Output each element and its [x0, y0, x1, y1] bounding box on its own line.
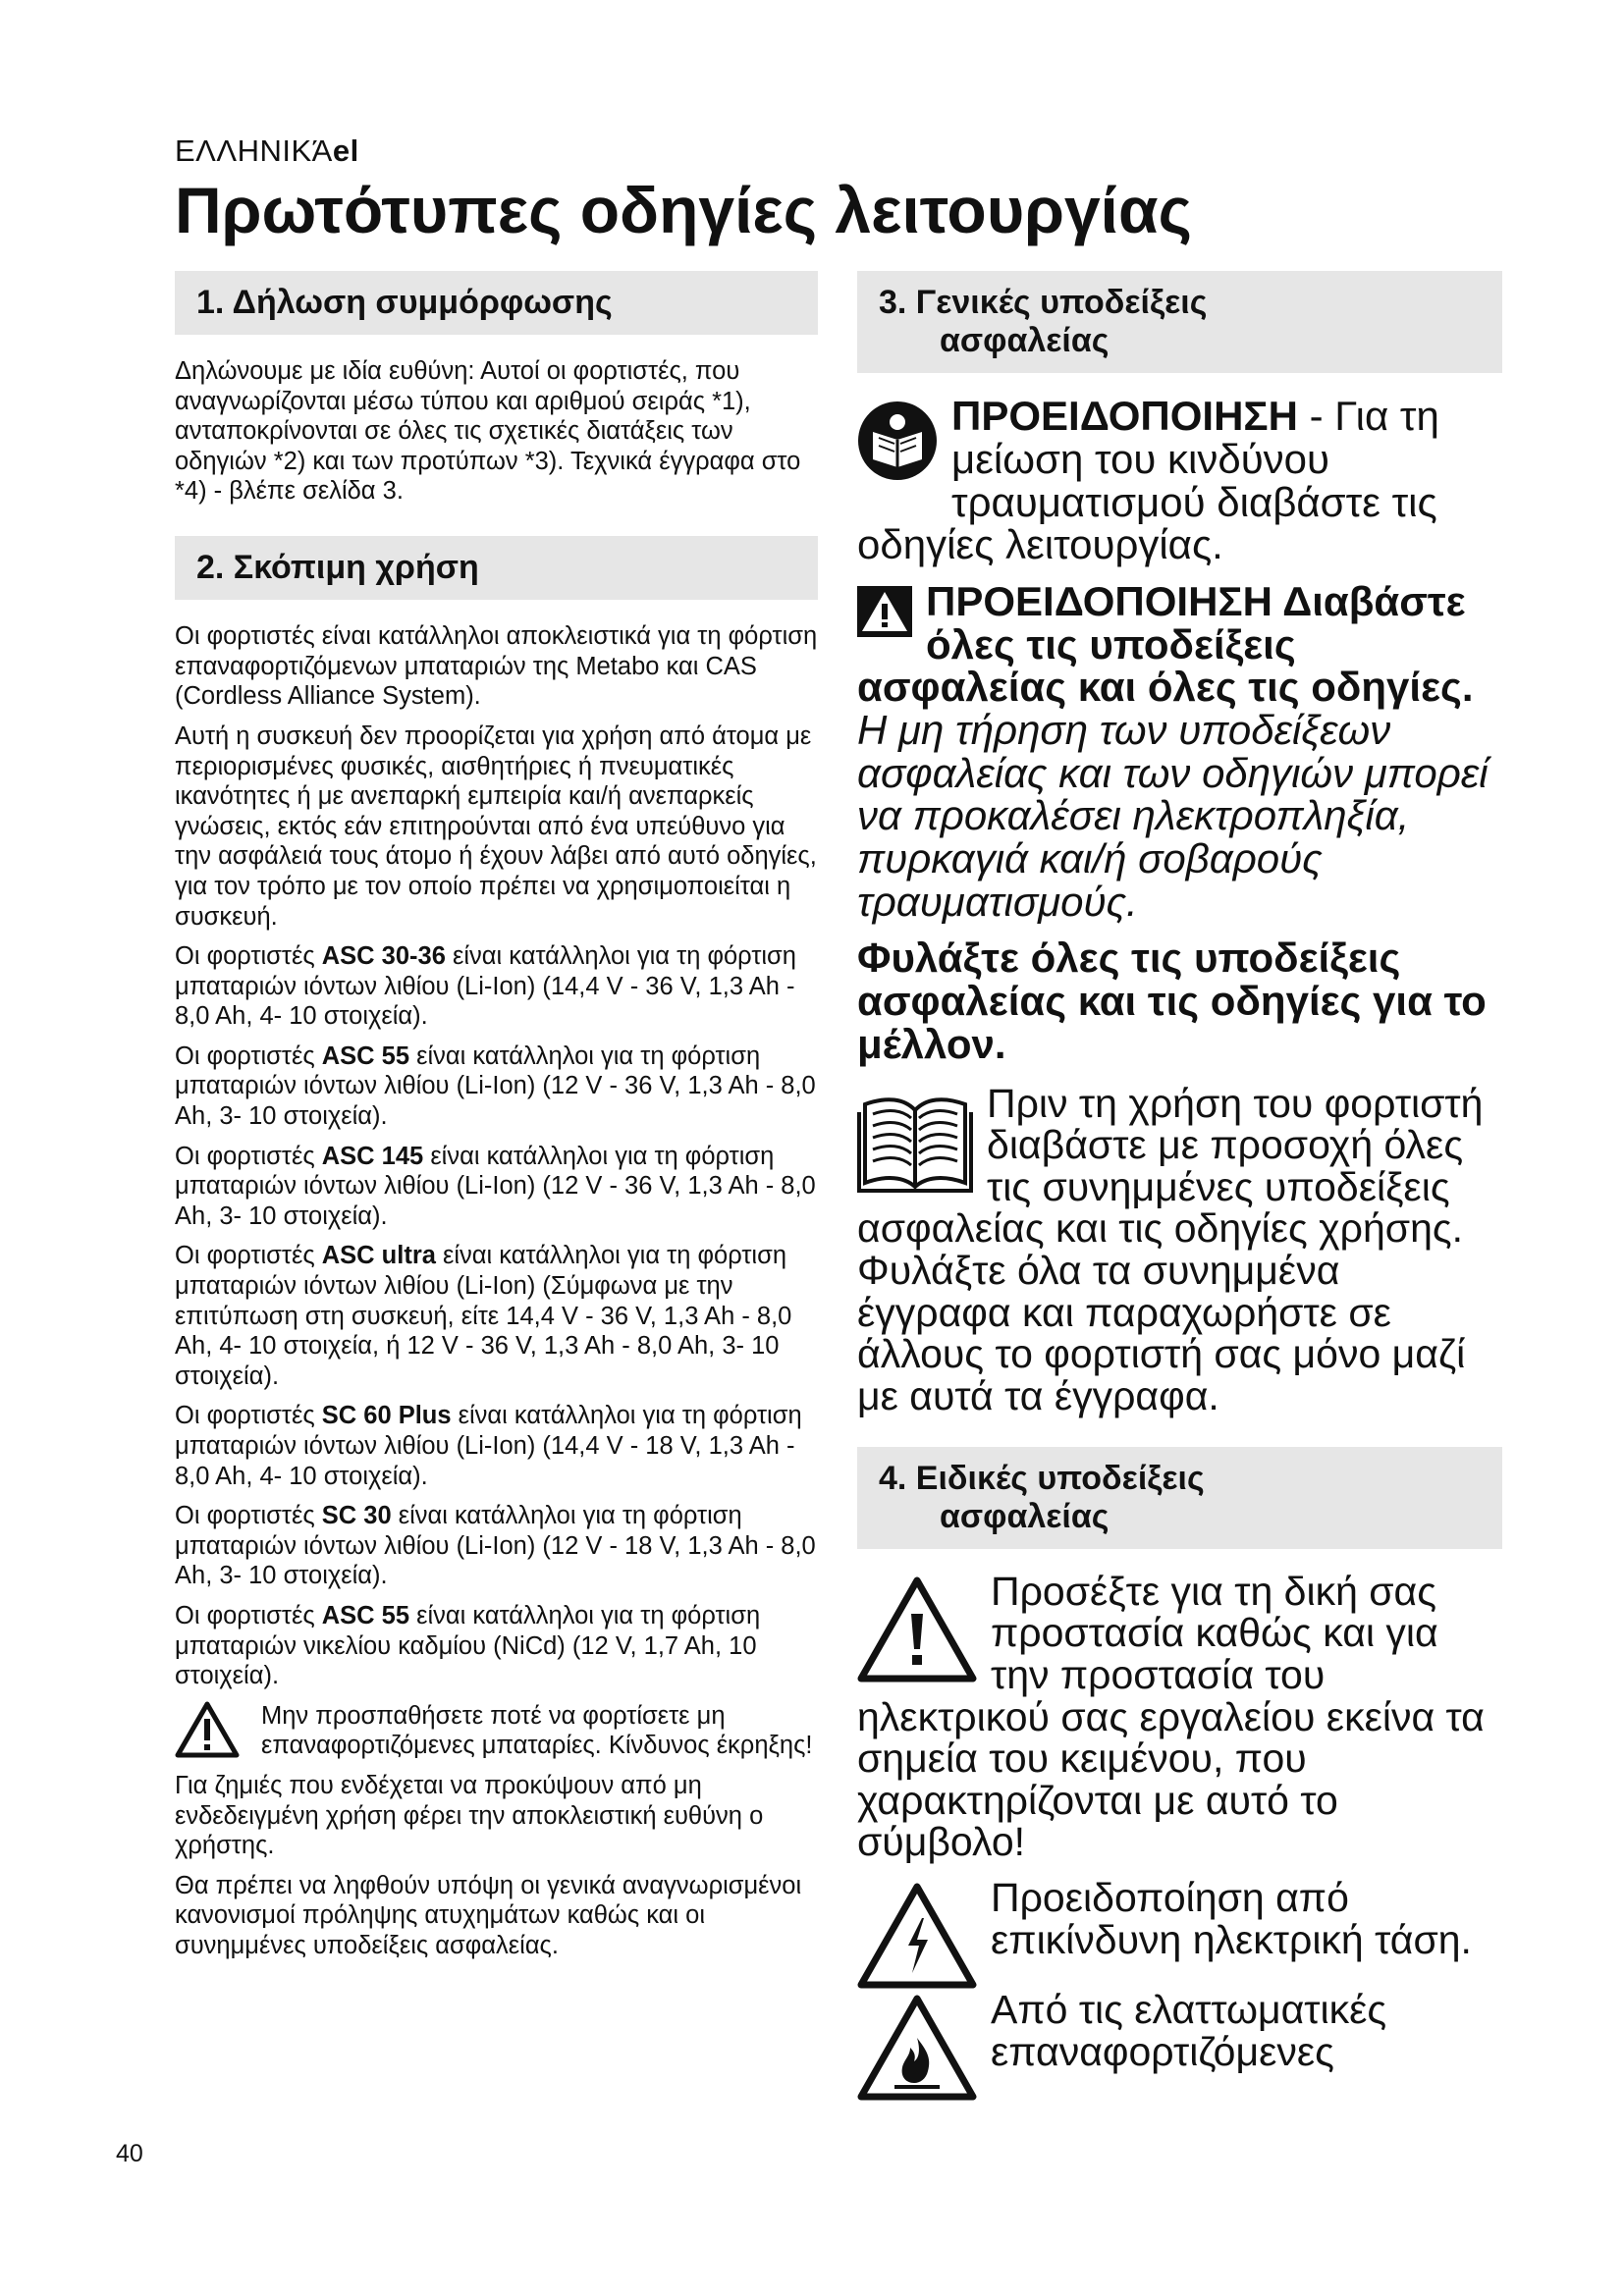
- section-heading-intended-use: 2. Σκόπιμη χρήση: [175, 536, 818, 600]
- high-voltage-icon: [857, 1883, 977, 1989]
- model-name: ASC ultra: [321, 1242, 436, 1270]
- intended-use-paragraph: Αυτή η συσκευή δεν προορίζεται για χρήση από άτομα με περιορισμένες φυσικές, αισθητήριες ή πνευματικές ικανότητες ή με ανεπαρκή εμπειρία και/ή ανεπαρκείς γνώσεις, εκτός εάν επιτηρούνται από ένα υπεύθυνο για την ασφάλειά τους άτομο ή έχουν λάβει από αυτό οδηγίες, για τον τρόπο με τον οποίο πρέπει να χρησιμοποιείται η συσκευή.: [175, 721, 817, 931]
- intended-use-paragraph: Οι φορτιστές είναι κατάλληλοι αποκλειστικά για τη φόρτιση επαναφορτιζόμενων μπαταριών της Metabo και CAS (Cordless Alliance System).: [175, 622, 818, 711]
- model-paragraph: Οι φορτιστές ASC 55 είναι κατάλληλοι για τη φόρτιση μπαταριών νικελίου καδμίου (NiCd) (12 V, 1,7 Ah, 10 στοιχεία).: [175, 1601, 761, 1690]
- keep-instructions-text: Φυλάξτε όλες τις υποδείξεις ασφαλείας και τις οδηγίες για το μέλλον.: [857, 934, 1487, 1068]
- warning-triangle-icon: [175, 1701, 240, 1758]
- model-name: ASC 55: [321, 1041, 410, 1070]
- conformity-text: Δηλώνουμε με ιδία ευθύνη: Αυτοί οι φορτιστές, που αναγνωρίζονται μέσω τύπου και αριθμού σειράς *1), ανταποκρίνονται σε όλες τις σχετικές διατάξεις των οδηγιών *2) και των προτύπων *3). Τεχνικά έγγραφα στο *4) - βλέπε σελίδα 3.: [175, 357, 801, 506]
- language-label: [175, 133, 359, 169]
- model-name: SC 30: [321, 1502, 392, 1530]
- warning-text: Μην προσπαθήσετε ποτέ να φορτίσετε μη επαναφορτιζόμενες μπαταρίες. Κίνδυνος έκρηξης!: [261, 1701, 813, 1760]
- language-name: ΕΛΛΗΝΙΚΆ: [175, 133, 333, 168]
- model-paragraph: Οι φορτιστές ASC ultra είναι κατάλληλοι για τη φόρτιση μπαταριών ιόντων λιθίου (Li-Ion) (Σύμφωνα με την επιτύπωση στη συσκευή, είτε 14,4 V - 36 V, 1,3 Ah - 8,0 Ah, 4- 10 στοιχεία, ή 12 V - 36 V, 1,3 Ah - 8,0 Ah, 3- 10 στοιχεία).: [175, 1242, 792, 1390]
- page-number: 40: [116, 2140, 143, 2167]
- read-all-warning: ΠΡΟΕΙΔΟΠΟΙΗΣΗ Διαβάστε όλες τις υποδείξεις ασφαλείας και όλες τις οδηγίες. Η μη τήρηση των υποδείξεων ασφαλείας και των οδηγιών μπορεί να προκαλέσει ηλεκτροπληξία, πυρκαγιά και/ή σοβαρούς τραυματισμούς.: [857, 577, 1489, 925]
- model-paragraph: Οι φορτιστές SC 60 Plus είναι κατάλληλοι για τη φόρτιση μπαταριών ιόντων λιθίου (Li-Ion) (14,4 V - 18 V, 1,3 Ah - 8,0 Ah, 4- 10 στοιχεία).: [175, 1402, 802, 1490]
- warning-triangle-icon: [857, 586, 912, 637]
- model-name: SC 60 Plus: [321, 1402, 452, 1430]
- model-name: ASC 145: [321, 1142, 424, 1170]
- explosion-warning: [175, 1701, 818, 1761]
- regulations-paragraph: Θα πρέπει να ληφθούν υπόψη οι γενικά αναγνωρισμένοι κανονισμοί πρόληψης ατυχημάτων καθώς και οι συνημμένες υποδείξεις ασφαλείας.: [175, 1871, 802, 1959]
- model-name: ASC 30-36: [321, 942, 446, 971]
- model-paragraph: Οι φορτιστές ASC 145 είναι κατάλληλοι για τη φόρτιση μπαταριών ιόντων λιθίου (Li-Ion) (12 V - 36 V, 1,3 Ah - 8,0 Ah, 3- 10 στοιχεία).: [175, 1142, 816, 1230]
- book-instructions: Πριν τη χρήση του φορτιστή διαβάστε με προσοχή όλες τις συνημμένες υποδείξεις ασφαλείας και τις οδηγίες χρήσης. Φυλάξτε όλα τα συνημμένα έγγραφα και παραχωρήστε σε άλλους το φορτιστή σας μόνο μαζί με αυτά τα έγγραφα.: [857, 1080, 1484, 1418]
- fire-warning: Από τις ελαττωματικές επαναφορτιζόμενες: [857, 1989, 1502, 2072]
- left-column: [175, 271, 818, 1971]
- fire-hazard-icon: [857, 1995, 977, 2101]
- attention-symbol-text: Προσέξτε για τη δική σας προστασία καθώς και για την προστασία του ηλεκτρικού σας εργαλείου εκείνα τα σημεία του κειμένου, που χαρακτηρίζονται με αυτό το σύμβολο!: [857, 1568, 1485, 1865]
- liability-paragraph: Για ζημιές που ενδέχεται να προκύψουν από μη ενδεδειγμένη χρήση φέρει την αποκλειστική ευθύνη ο χρήστης.: [175, 1771, 764, 1860]
- page-title: Πρωτότυπες οδηγίες λειτουργίας: [175, 174, 1192, 246]
- open-book-icon: [857, 1089, 973, 1197]
- section-heading-special-safety: 4. Ειδικές υποδείξεις ασφαλείας: [857, 1447, 1502, 1549]
- read-manual-icon: [857, 400, 938, 481]
- model-paragraph: Οι φορτιστές ASC 55 είναι κατάλληλοι για τη φόρτιση μπαταριών ιόντων λιθίου (Li-Ion) (12 V - 36 V, 1,3 Ah - 8,0 Ah, 3- 10 στοιχεία).: [175, 1041, 816, 1131]
- read-manual-warning: ΠΡΟΕΙΔΟΠΟΙΗΣΗ - Για τη μείωση του κινδύνου τραυματισμού διαβάστε τις οδηγίες λειτουργίας.: [857, 393, 1439, 568]
- section-heading-general-safety: 3. Γενικές υποδείξεις ασφαλείας: [857, 271, 1502, 373]
- attention-triangle-icon: [857, 1576, 977, 1682]
- model-paragraph: Οι φορτιστές SC 30 είναι κατάλληλοι για τη φόρτιση μπαταριών ιόντων λιθίου (Li-Ion) (12 V - 18 V, 1,3 Ah - 8,0 Ah, 3- 10 στοιχεία).: [175, 1502, 816, 1590]
- right-column: [857, 271, 1502, 2101]
- voltage-warning: Προειδοποίηση από επικίνδυνη ηλεκτρική τάση.: [857, 1877, 1502, 1960]
- language-code: el: [332, 133, 359, 168]
- model-paragraph: Οι φορτιστές ASC 30-36 είναι κατάλληλοι για τη φόρτιση μπαταριών ιόντων λιθίου (Li-Ion) (14,4 V - 36 V, 1,3 Ah - 8,0 Ah, 4- 10 στοιχεία).: [175, 942, 796, 1031]
- model-name: ASC 55: [321, 1601, 410, 1629]
- section-heading-conformity: 1. Δήλωση συμμόρφωσης: [175, 271, 818, 335]
